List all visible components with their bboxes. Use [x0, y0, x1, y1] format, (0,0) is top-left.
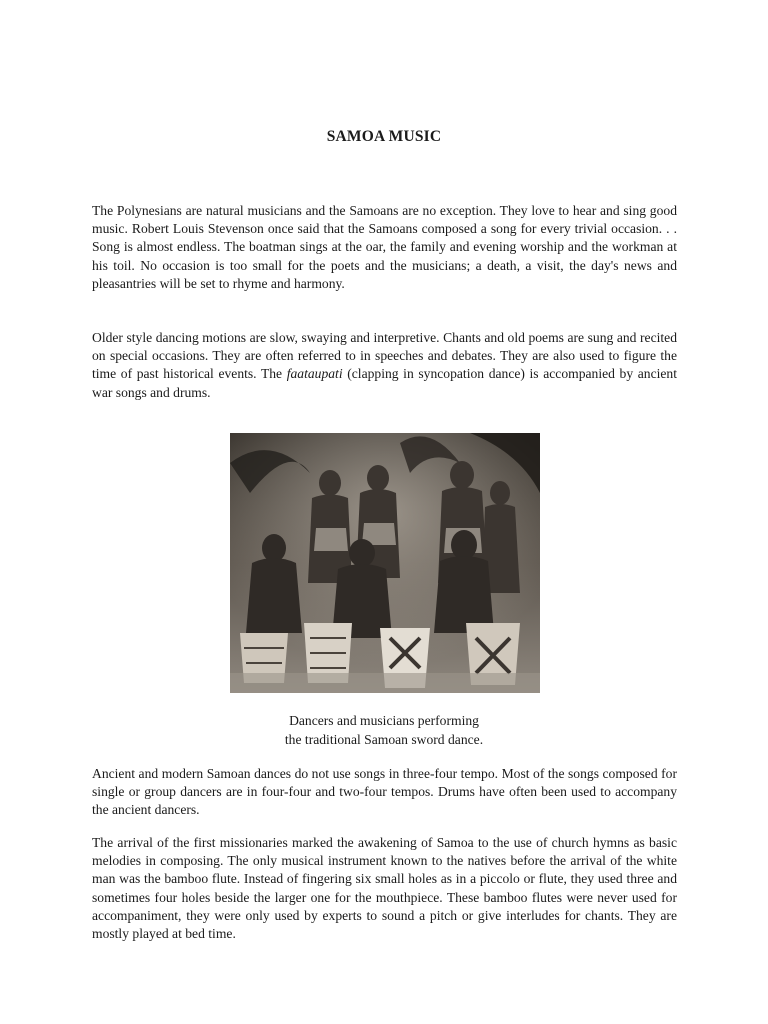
- dancers-photo: [230, 433, 540, 693]
- photo-caption: [0, 711, 768, 749]
- paragraph-dancing: [92, 329, 677, 402]
- caption-line-2: the traditional Samoan sword dance.: [284, 732, 484, 747]
- paragraph-tempo: Ancient and modern Samoan dances do not use songs in three-four tempo. Most of the songs composed for single or group dancers are in four-four and two-four tempos. Drums have often been used to accompany the ancient dancers.: [92, 766, 677, 818]
- paragraph-dancing-text-b: (clapping in syncopation dance) is accompanied by ancient war songs and drums.: [92, 366, 678, 400]
- page-title: SAMOA MUSIC: [326, 128, 442, 145]
- caption-line-1: Dancers and musicians performing: [289, 713, 479, 728]
- paragraph-missionaries: The arrival of the first missionaries marked the awakening of Samoa to the use of church hymns as basic melodies in composing. The only musical instrument known to the natives before the arrival of the white man was the bamboo flute. Instead of fingering six small holes as in a piccolo or flute, they used three and sometimes four holes beside the larger one for the mouthpiece. These bamboo flutes were never used for accompaniment, they were only used by experts to sound a pitch or give interludes for chants. They are mostly played at bed time.: [92, 835, 677, 942]
- paragraph-dancing-text-a: Older style dancing motions are slow, swaying and interpretive. Chants and old poems are sung and recited on special occasions. They are often referred to in speeches and debates. They are also used to figure the time of past historical events. The: [92, 330, 677, 382]
- faataupati-term: faataupati: [286, 366, 343, 382]
- paragraph-intro: The Polynesians are natural musicians and the Samoans are no exception. They love to hear and sing good music. Robert Louis Stevenson once said that the Samoans composed a song for every trivial occasion. . . Song is almost endless. The boatman sings at the oar, the family and evening worship and the workman at his toil. No occasion is too small for the poets and the musicians; a death, a visit, the day's news and pleasantries will be set to rhyme and harmony.: [92, 203, 677, 291]
